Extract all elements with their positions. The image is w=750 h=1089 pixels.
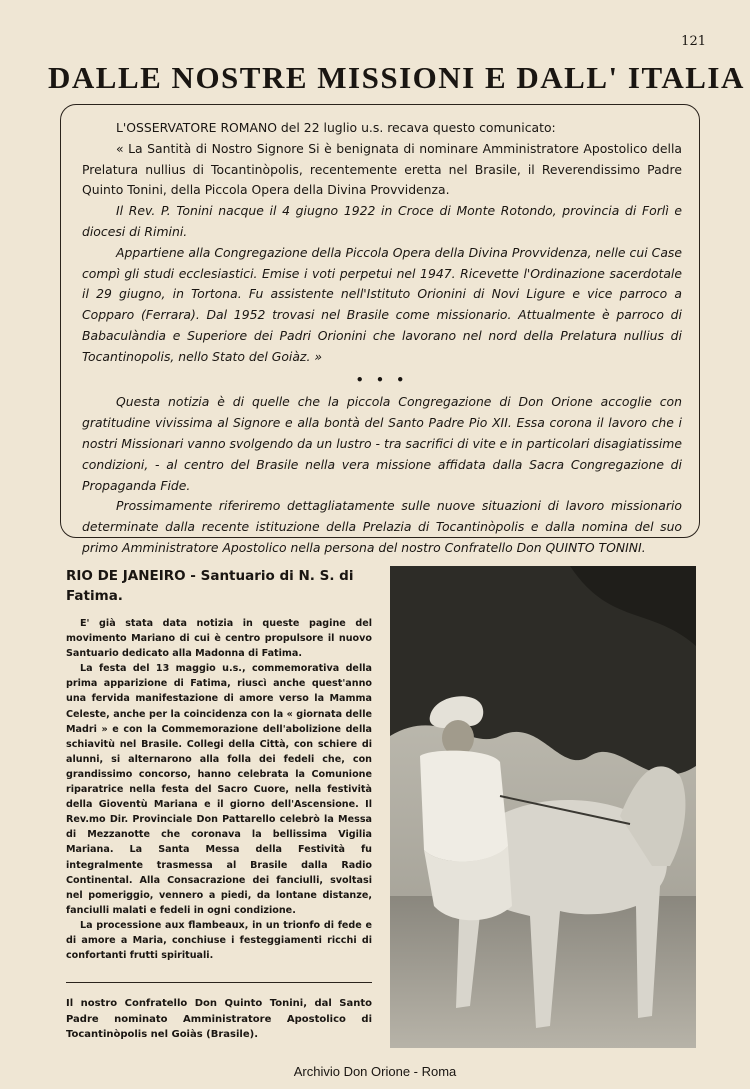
- rider-face: [442, 720, 474, 756]
- announcement-quote: « La Santità di Nostro Signore Si è benignata di nominare Amministratore Apostolico della Prelatura nullius di Tocantinòpolis, recentemente eretta nel Brasile, il Reverendissimo Padre Quinto Tonini, della Piccola Opera della Divina Provvidenza.: [82, 140, 682, 198]
- article-paragraph: La festa del 13 maggio u.s., commemorativa della prima apparizione di Fatima, riuscì anche quest'anno una fervida manifestazione di amore verso la Mamma Celeste, anche per la coincidenza con la « giornata delle Madri » e con la Commemorazione dell'abolizione della schiavitù nel Brasile. Collegi della Città, con schiere di alunni, si alternarono alla folla dei fedeli che, con grandissimo concorso, hanno celebrata la Comunione riparatrice nella festa del Sacro Cuore, nella festività della Gioventù Mariana e il giorno dell'Ascensione. Il Rev.mo Dir. Provinciale Don Pattarello celebrò la Messa di Mezzanotte che coronava la bellissima Vigilia Mariana. La Santa Messa della Festività fu integralmente trasmessa al Brasile dalla Radio Continental. Alla Consacrazione dei fanciulli, svoltasi nel pomeriggio, vennero a piedi, da lontane distanze, fanciulli malati e fedeli in ogni condizione.: [66, 663, 372, 916]
- article-heading: RIO DE JANEIRO - Santuario di N. S. di Fatima.: [66, 568, 354, 604]
- article-paragraph: E' già stata data notizia in queste pagine del movimento Mariano di cui è centro propulsore il nuovo Santuario dedicato alla Madonna di Fatima.: [66, 618, 372, 660]
- announcement-separator: • • •: [355, 371, 409, 387]
- caption-divider: [66, 982, 372, 983]
- announcement-text: [82, 118, 682, 559]
- archive-label: Archivio Don Orione - Roma: [293, 1064, 457, 1079]
- announcement-biography: Appartiene alla Congregazione della Piccola Opera della Divina Provvidenza, nelle cui Case compì gli studi ecclesiastici. Emise i voti perpetui nel 1947. Ricevette l'Ordinazione sacerdotale il 29 giugno, in Tortona. Fu assistente nell'Istituto Orionini di Novi Ligure e vice parroco a Copparo (Ferrara). Dal 1952 trovasi nel Brasile come missionario. Attualmente è parroco di Babaculàndia e Superiore dei Padri Orionini che lavorano nel nord della Prelatura nullius di Tocantinopolis, nello Stato del Goiàz. »: [82, 244, 682, 364]
- page-title: DALLE NOSTRE MISSIONI E DALL' ITALIA: [48, 60, 745, 95]
- page-number: 121: [681, 34, 706, 49]
- article-paragraph: La processione aux flambeaux, in un trionfo di fede e di amore a Maria, conchiuse i festeggiamenti ricchi di confortanti frutti spirituali.: [66, 919, 372, 962]
- announcement-intro: L'OSSERVATORE ROMANO del 22 luglio u.s. recava questo comunicato:: [116, 120, 556, 135]
- article-column: [66, 566, 372, 963]
- article-body: [66, 616, 372, 963]
- photo-illustration: [390, 566, 696, 1048]
- announcement-birth: Il Rev. P. Tonini nacque il 4 giugno 1922 in Croce di Monte Rotondo, provincia di Forlì e diocesi di Rimini.: [82, 203, 682, 239]
- announcement-followup: Prossimamente riferiremo dettagliatamente sulle nuove situazioni di lavoro missionario determinate dalla recente istituzione della Prelazia di Tocantinòpolis e dalla nomina del suo primo Amministratore Apostolico nella persona del nostro Confratello Don QUINTO TONINI.: [82, 498, 682, 555]
- announcement-comment: Questa notizia è di quelle che la piccola Congregazione di Don Orione accoglie con gratitudine vivissima al Signore e alla bontà del Santo Padre Pio XII. Essa corona il lavoro che i nostri Missionari vanno svolgendo da un lustro - tra sacrifici di vite e in particolari disagiatissime condizioni, - al centro del Brasile nella vera missione affidata dalla Sacra Congregazione di Propaganda Fide.: [82, 394, 682, 493]
- rider-white-cassock: [420, 751, 508, 862]
- photo-caption: Il nostro Confratello Don Quinto Tonini, dal Santo Padre nominato Amministratore Apostolico di Tocantinòpolis nel Goiàs (Brasile).: [66, 998, 372, 1040]
- photo-priest-on-horse: [390, 566, 696, 1048]
